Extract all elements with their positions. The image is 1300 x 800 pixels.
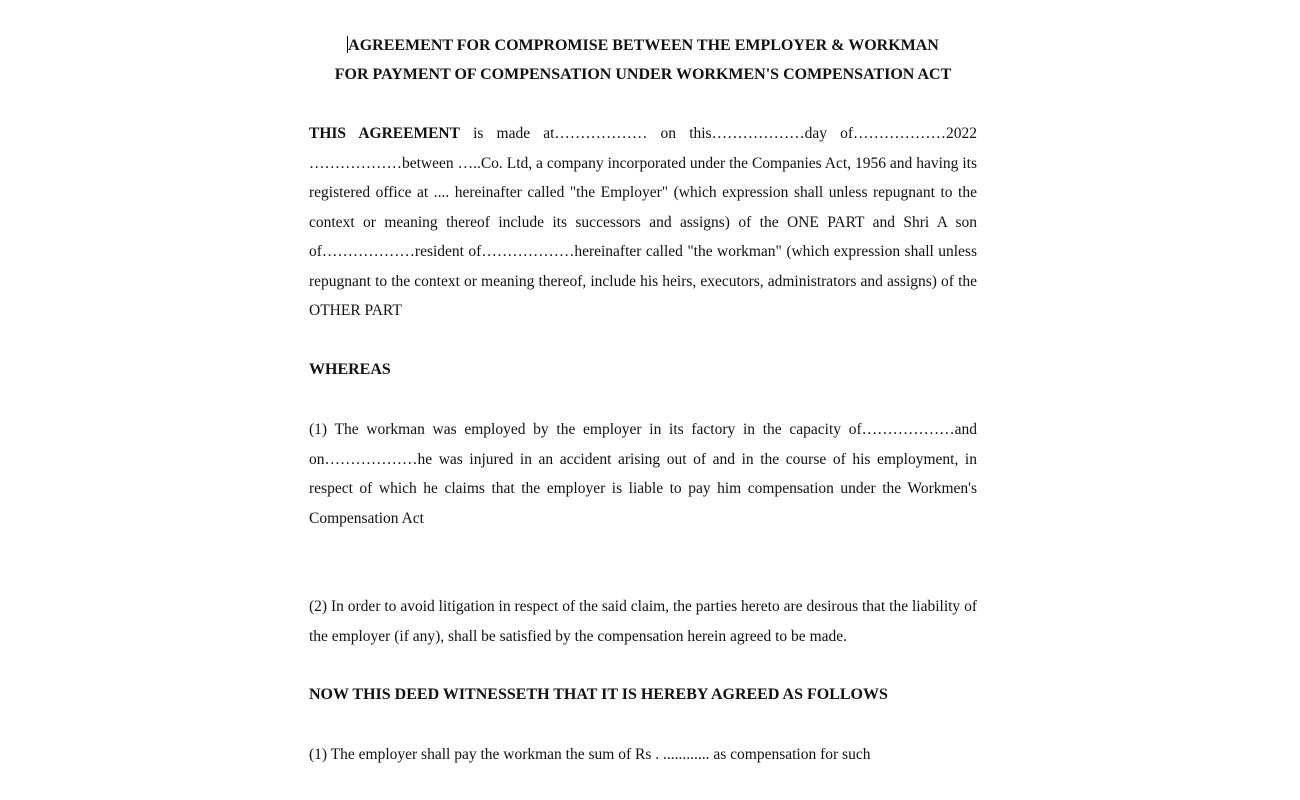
whereas-clause-2: (2) In order to avoid litigation in respect of the said claim, the parties hereto are desirous that the liability of the employer (if any), shall be satisfied by the compensation herein agreed to be made.	[309, 598, 977, 645]
intro-bold-lead: THIS AGREEMENT	[309, 125, 460, 142]
document-title	[309, 31, 977, 89]
document-page	[309, 31, 977, 769]
title-line-2: FOR PAYMENT OF COMPENSATION UNDER WORKMEN'S COMPENSATION ACT	[334, 66, 952, 83]
title-line-1-text: AGREEMENT FOR COMPROMISE BETWEEN THE EMPLOYER & WORKMAN	[348, 37, 939, 54]
whereas-heading: WHEREAS	[309, 360, 391, 378]
agreement-clause-1: (1) The employer shall pay the workman the sum of Rs . ............ as compensation for such	[309, 745, 871, 763]
witness-heading: NOW THIS DEED WITNESSETH THAT IT IS HEREBY AGREED AS FOLLOWS	[309, 686, 888, 703]
intro-paragraph	[309, 119, 977, 326]
title-line-1	[309, 31, 977, 60]
whereas-clause-1: (1) The workman was employed by the employer in its factory in the capacity of………………and on………………he was injured in an accident arising out of and in the course of his employment, in respect of which he claims that the employer is liable to pay him compensation under the Workmen's Compensation Act	[309, 421, 977, 527]
intro-text: is made at……………… on this………………day of………………2022 ………………between …..Co. Ltd, a company incorporated under the Companies Act, 1956 and having its registered office at .... hereinafter called "the Employer" (which expression shall unless repugnant to the context or meaning thereof include its successors and assigns) of the ONE PART and Shri A son of………………resident of………………hereinafter called "the workman" (which expression shall unless repugnant to the context or meaning thereof, include his heirs, executors, administrators and assigns) of the OTHER PART	[309, 125, 978, 319]
